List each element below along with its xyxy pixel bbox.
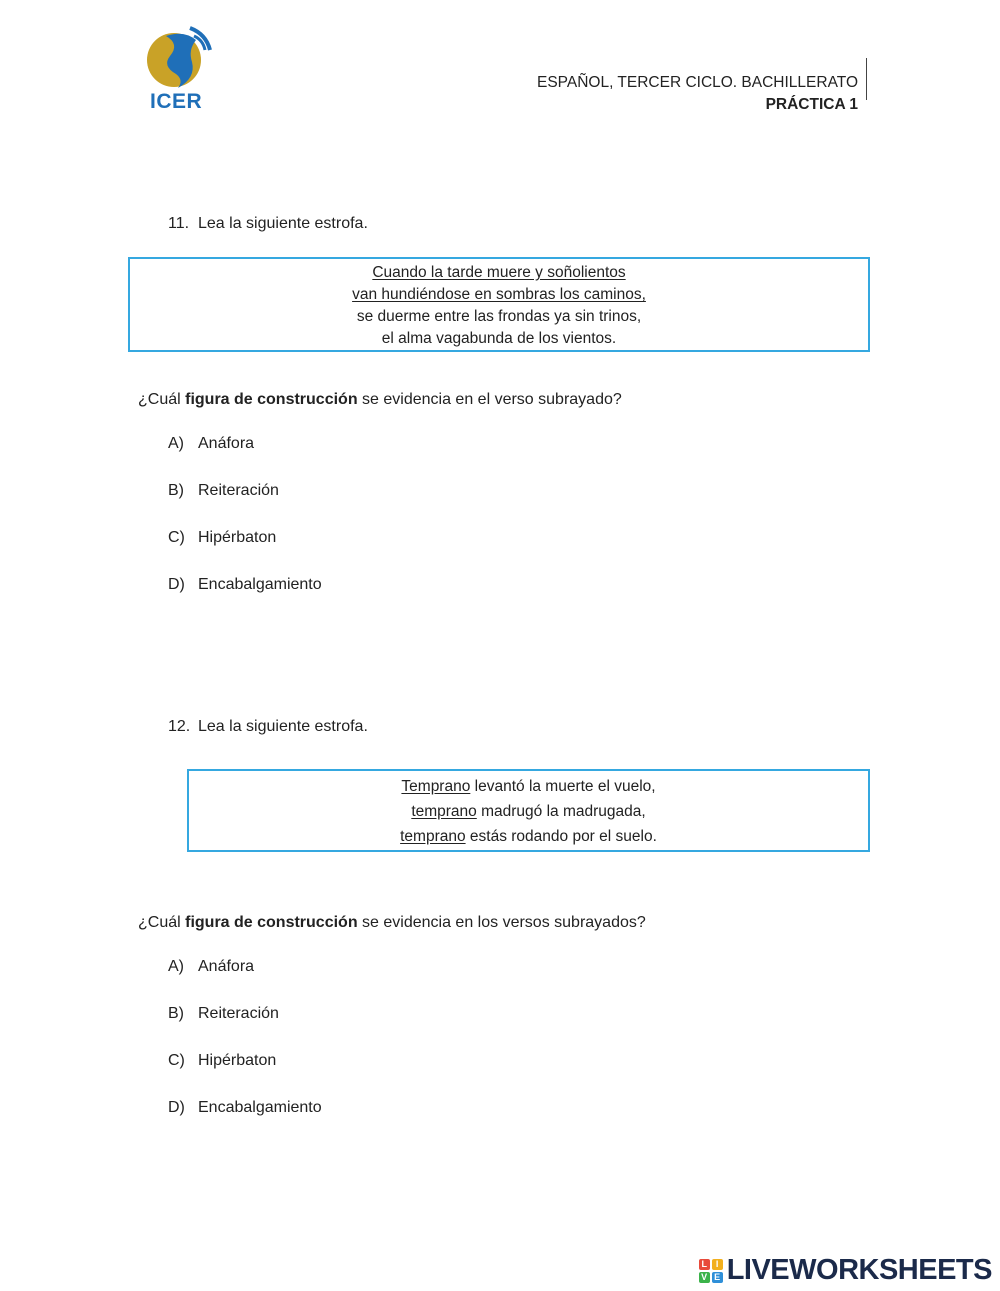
option-text: Reiteración (198, 1005, 279, 1022)
option-letter: D) (168, 1099, 185, 1116)
q12-poem-line-1 (189, 774, 868, 799)
header-divider (866, 58, 867, 100)
q11-number: 11. (168, 215, 190, 232)
underlined-word: temprano (411, 803, 477, 820)
grid-letter: V (699, 1272, 710, 1283)
option-letter: A) (168, 435, 184, 452)
q11-poem-line-1: Cuando la tarde muere y soñolientos (372, 264, 626, 281)
line-rest: madrugó la madrugada, (476, 803, 646, 820)
underlined-word: Temprano (401, 778, 471, 795)
q11-option-c[interactable] (168, 529, 276, 547)
option-letter: B) (168, 482, 184, 499)
line-rest: estás rodando por el suelo. (465, 828, 657, 845)
q12-option-c[interactable] (168, 1052, 276, 1070)
option-text: Encabalgamiento (198, 1099, 322, 1116)
header-practice: PRÁCTICA 1 (765, 96, 858, 113)
q12-question-pre: ¿Cuál (138, 914, 186, 931)
q11-option-a[interactable] (168, 435, 254, 453)
q12-poem-line-3 (189, 824, 868, 849)
q12-option-a[interactable] (168, 958, 254, 976)
grid-letter: L (699, 1259, 710, 1270)
option-letter: C) (168, 529, 185, 546)
option-text: Anáfora (198, 958, 255, 975)
q11-poem-line-2: van hundiéndose en sombras los caminos, (352, 286, 646, 303)
q11-prompt: Lea la siguiente estrofa. (198, 215, 368, 232)
option-text: Hipérbaton (198, 529, 277, 546)
grid-letter: E (712, 1272, 723, 1283)
option-text: Reiteración (198, 482, 279, 499)
page-header (537, 72, 858, 116)
q12-question (138, 914, 646, 932)
icer-emblem-icon (140, 22, 220, 92)
q11-poem-line-3: se duerme entre las frondas ya sin trinos, (356, 308, 642, 325)
option-letter: B) (168, 1005, 184, 1022)
q11-question (138, 391, 622, 409)
q11-instruction (168, 215, 368, 233)
option-text: Hipérbaton (198, 1052, 277, 1069)
option-text: Encabalgamiento (198, 576, 322, 593)
q12-poem-box (187, 769, 870, 852)
q11-question-post: se evidencia en el verso subrayado? (357, 391, 622, 408)
q11-option-b[interactable] (168, 482, 279, 500)
q11-question-bold: figura de construcción (185, 391, 358, 408)
q12-question-bold: figura de construcción (185, 914, 358, 931)
q12-poem-line-2 (189, 799, 868, 824)
q12-option-d[interactable] (168, 1099, 322, 1117)
q12-option-b[interactable] (168, 1005, 279, 1023)
liveworksheets-icon (699, 1259, 723, 1283)
option-letter: D) (168, 576, 185, 593)
line-rest: levantó la muerte el vuelo, (470, 778, 656, 795)
liveworksheets-logo[interactable] (699, 1254, 992, 1287)
q11-poem-box (128, 257, 870, 352)
header-subject: ESPAÑOL, TERCER CICLO. BACHILLERATO (537, 74, 858, 91)
q12-question-post: se evidencia en los versos subrayados? (357, 914, 646, 931)
q11-option-d[interactable] (168, 576, 322, 594)
q12-number: 12. (168, 718, 191, 735)
q11-question-pre: ¿Cuál (138, 391, 186, 408)
underlined-word: temprano (400, 828, 466, 845)
option-letter: C) (168, 1052, 185, 1069)
liveworksheets-text: LIVEWORKSHEETS (726, 1254, 992, 1286)
q12-instruction (168, 718, 368, 736)
grid-letter: I (712, 1259, 723, 1270)
logo-text: ICER (150, 90, 203, 113)
q11-poem-line-4: el alma vagabunda de los vientos. (381, 330, 617, 347)
icer-logo (140, 22, 220, 120)
option-letter: A) (168, 958, 184, 975)
option-text: Anáfora (198, 435, 255, 452)
q12-prompt: Lea la siguiente estrofa. (198, 718, 368, 735)
